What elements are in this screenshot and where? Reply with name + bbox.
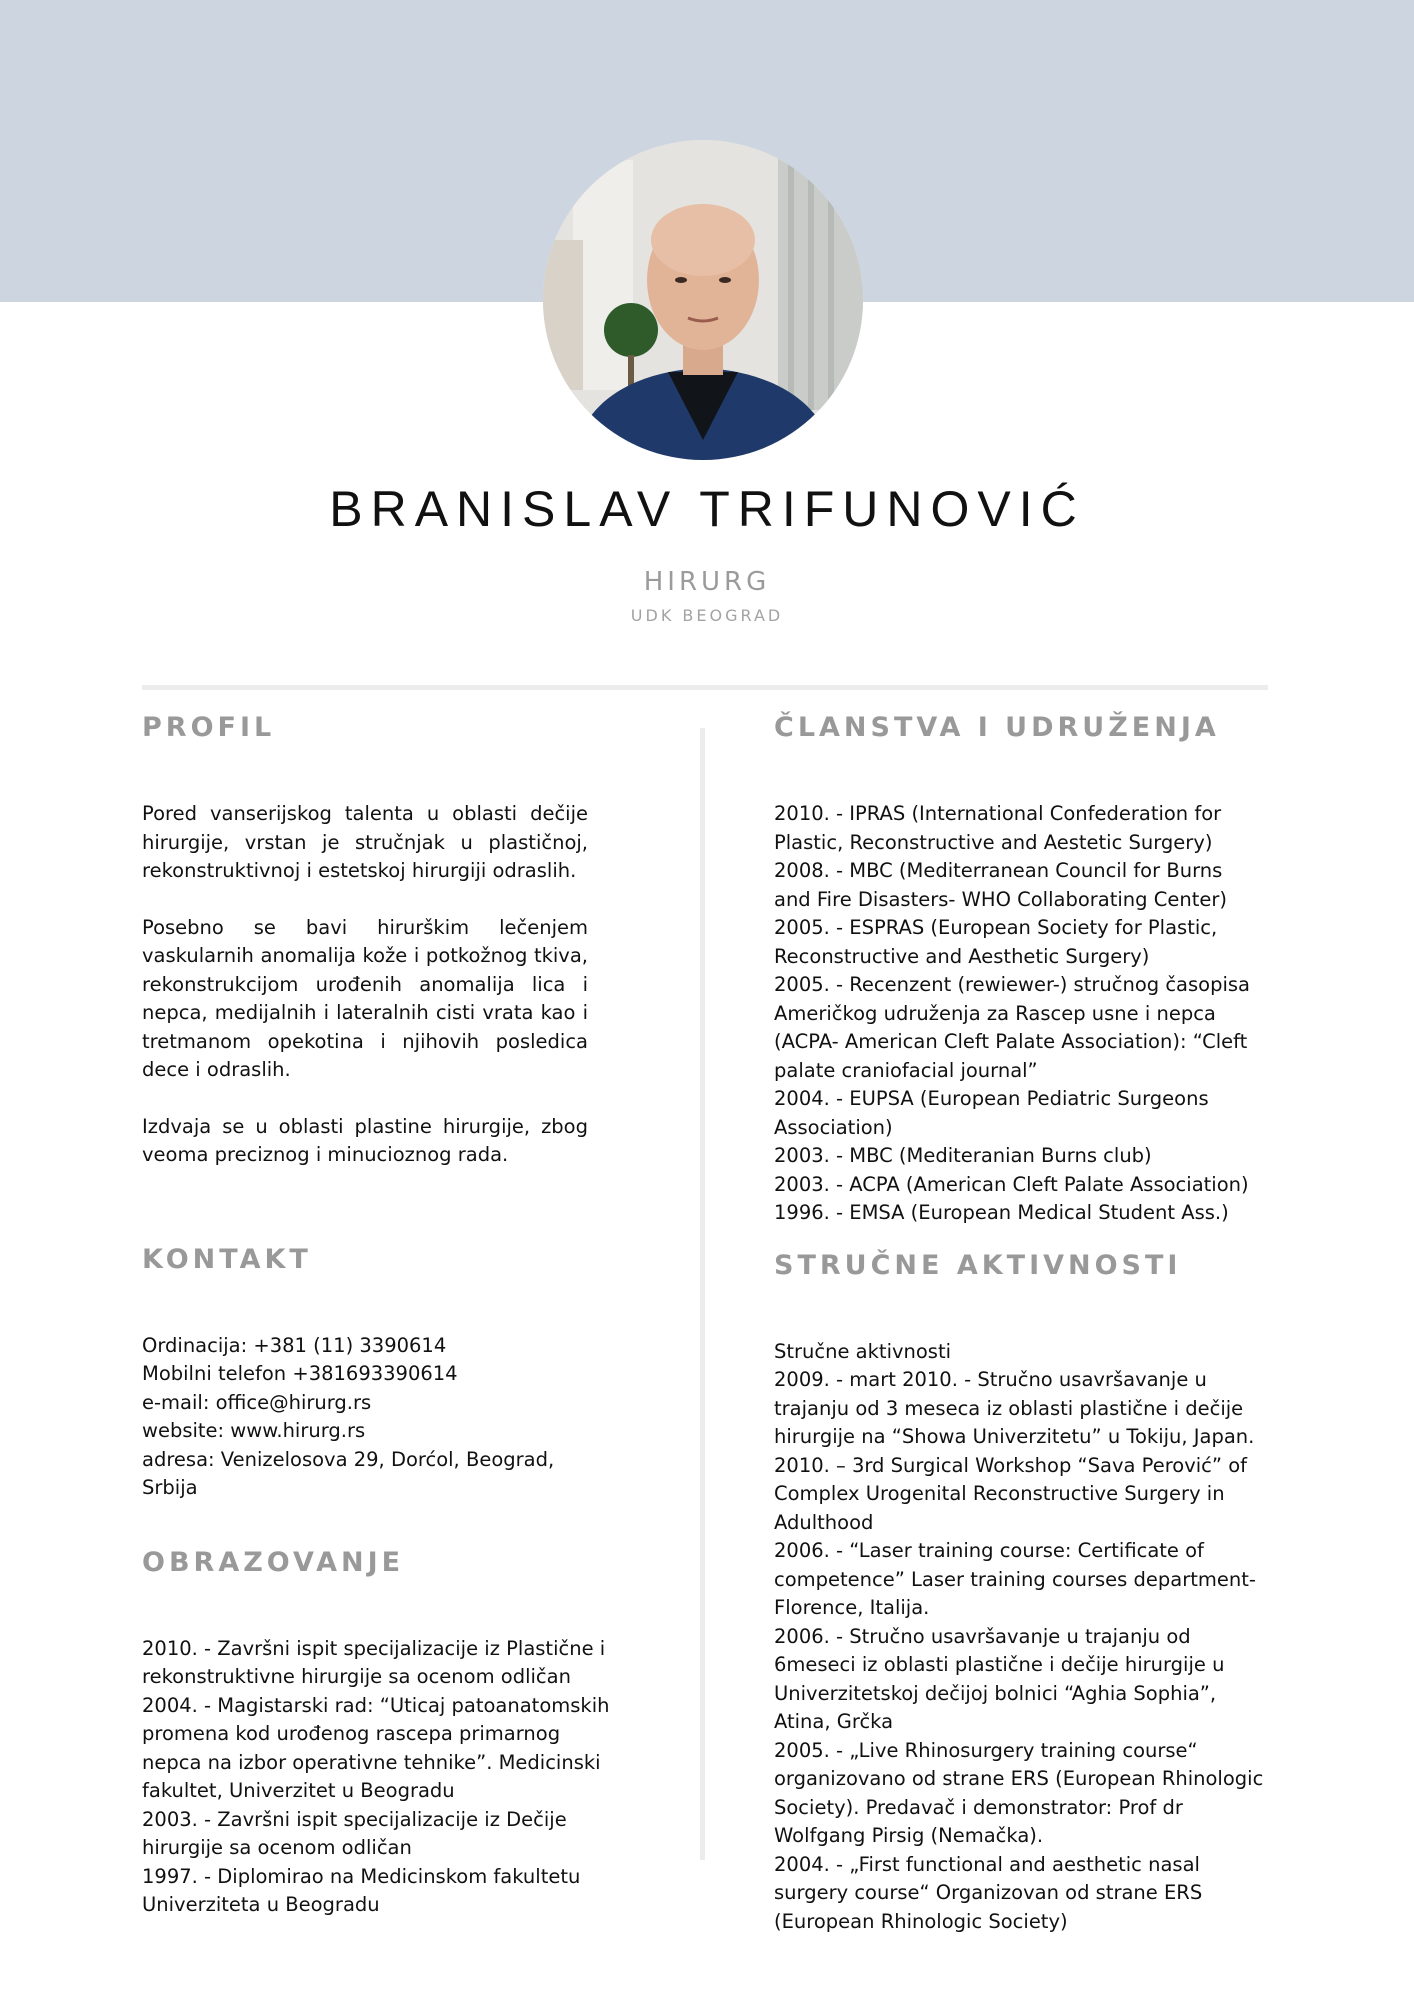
membership-item: 2005. - Recenzent (rewiewer-) stručnog časopisa Američkog udruženja za Rascep usne i nepca (ACPA- American Cleft Palate Association): “Cleft palate craniofacial journal”: [774, 973, 1250, 1082]
left-column: [142, 708, 610, 1920]
contact-website: website: www.hirurg.rs: [142, 1419, 366, 1442]
profile-photo: [543, 140, 863, 460]
contact-section: [142, 1240, 588, 1503]
activity-item: 2005. - „Live Rhinosurgery training course“ organizovano od strane ERS (European Rhinologic Society). Predavač i demonstrator: Prof dr Wolfgang Pirsig (Nemačka).: [774, 1738, 1264, 1847]
person-name: BRANISLAV TRIFUNOVIĆ: [329, 481, 1085, 537]
section-title-kontakt: KONTAKT: [142, 1243, 312, 1275]
horizontal-divider: [142, 685, 1268, 690]
membership-item: 2003. - MBC (Mediteranian Burns club): [774, 1144, 1152, 1167]
education-item: 2004. - Magistarski rad: “Uticaj patoanatomskih promena kod urođenog rascepa primarnog nepca na izbor operativne tehnike”. Medicinski fakultet, Univerzitet u Beogradu: [142, 1693, 610, 1802]
contact-email: e-mail: office@hirurg.rs: [142, 1390, 372, 1414]
profile-section: [142, 708, 588, 1170]
profile-paragraph: Izdvaja se u oblasti plastine hirurgije, zbog veoma preciznog i minucioznog rada.: [142, 1114, 588, 1166]
activities-section: [774, 1246, 1274, 1937]
activity-item: 2004. - „First functional and aesthetic nasal surgery course“ Organizovan od strane ERS (European Rhinologic Society): [774, 1852, 1203, 1933]
vertical-divider: [700, 728, 705, 1860]
education-section: [142, 1543, 610, 1920]
membership-item: 2004. - EUPSA (European Pediatric Surgeons Association): [774, 1087, 1209, 1139]
organization: UDK BEOGRAD: [630, 606, 784, 625]
education-item: 1997. - Diplomirao na Medicinskom fakultetu Univerziteta u Beogradu: [142, 1864, 581, 1916]
right-column: [774, 708, 1274, 1936]
activity-item: 2009. - mart 2010. - Stručno usavršavanje u trajanju od 3 meseca iz oblasti plastične i dečije hirurgije na “Showa Univerzitetu” u Tokiju, Japan.: [774, 1368, 1255, 1448]
section-title-obrazovanje: OBRAZOVANJE: [142, 1546, 405, 1578]
activity-item: Stručne aktivnosti: [774, 1339, 952, 1363]
education-item: 2010. - Završni ispit specijalizacije iz Plastične i rekonstruktivne hirurgije sa ocenom odličan: [142, 1636, 606, 1688]
activity-item: 2010. – 3rd Surgical Workshop “Sava Perović” of Complex Urogenital Reconstructive Surgery in Adulthood: [774, 1453, 1247, 1534]
membership-item: 2005. - ESPRAS (European Society for Plastic, Reconstructive and Aesthetic Surgery): [774, 916, 1218, 968]
section-title-profil: PROFIL: [142, 712, 276, 743]
activity-item: 2006. - “Laser training course: Certificate of competence” Laser training courses department- Florence, Italija.: [774, 1539, 1256, 1619]
contact-phone-mobile: Mobilni telefon +381693390614: [142, 1362, 458, 1385]
job-title: HIRURG: [643, 567, 771, 597]
activity-item: 2006. - Stručno usavršavanje u trajanju od 6meseci iz oblasti plastične i dečije hirurgije u Univerzitetskoj dečijoj bolnici “Aghia Sophia”, Atina, Grčka: [774, 1624, 1225, 1733]
memberships-section: [774, 708, 1274, 1228]
section-title-clanstva: ČLANSTVA I UDRUŽENJA: [774, 712, 1220, 743]
membership-item: 2008. - MBC (Mediterranean Council for Burns and Fire Disasters- WHO Collaborating Center): [774, 859, 1227, 911]
section-title-strucne: STRUČNE AKTIVNOSTI: [774, 1249, 1182, 1281]
membership-item: 1996. - EMSA (European Medical Student Ass.): [774, 1201, 1229, 1224]
membership-item: 2010. - IPRAS (International Confederation for Plastic, Reconstructive and Aestetic Surgery): [774, 802, 1222, 854]
contact-address: adresa: Venizelosova 29, Dorćol, Beograd, Srbija: [142, 1447, 555, 1499]
profile-paragraph: Posebno se bavi hirurškim lečenjem vaskularnih anomalija kože i potkožnog tkiva, rekonstrukcijom urođenih anomalija lica i nepca, medijalnih i lateralnih cisti vrata kao i tretmanom opekotina i njihovih posledica dece i odraslih.: [142, 915, 588, 1081]
membership-item: 2003. - ACPA (American Cleft Palate Association): [774, 1172, 1249, 1196]
profile-paragraph: Pored vanserijskog talenta u oblasti dečije hirurgije, vrstan je stručnjak u plastičnoj, rekonstruktivnoj i estetskoj hirurgiji odraslih.: [142, 802, 588, 882]
contact-phone-office: Ordinacija: +381 (11) 3390614: [142, 1333, 447, 1357]
education-item: 2003. - Završni ispit specijalizacije iz Dečije hirurgije sa ocenom odličan: [142, 1807, 567, 1859]
